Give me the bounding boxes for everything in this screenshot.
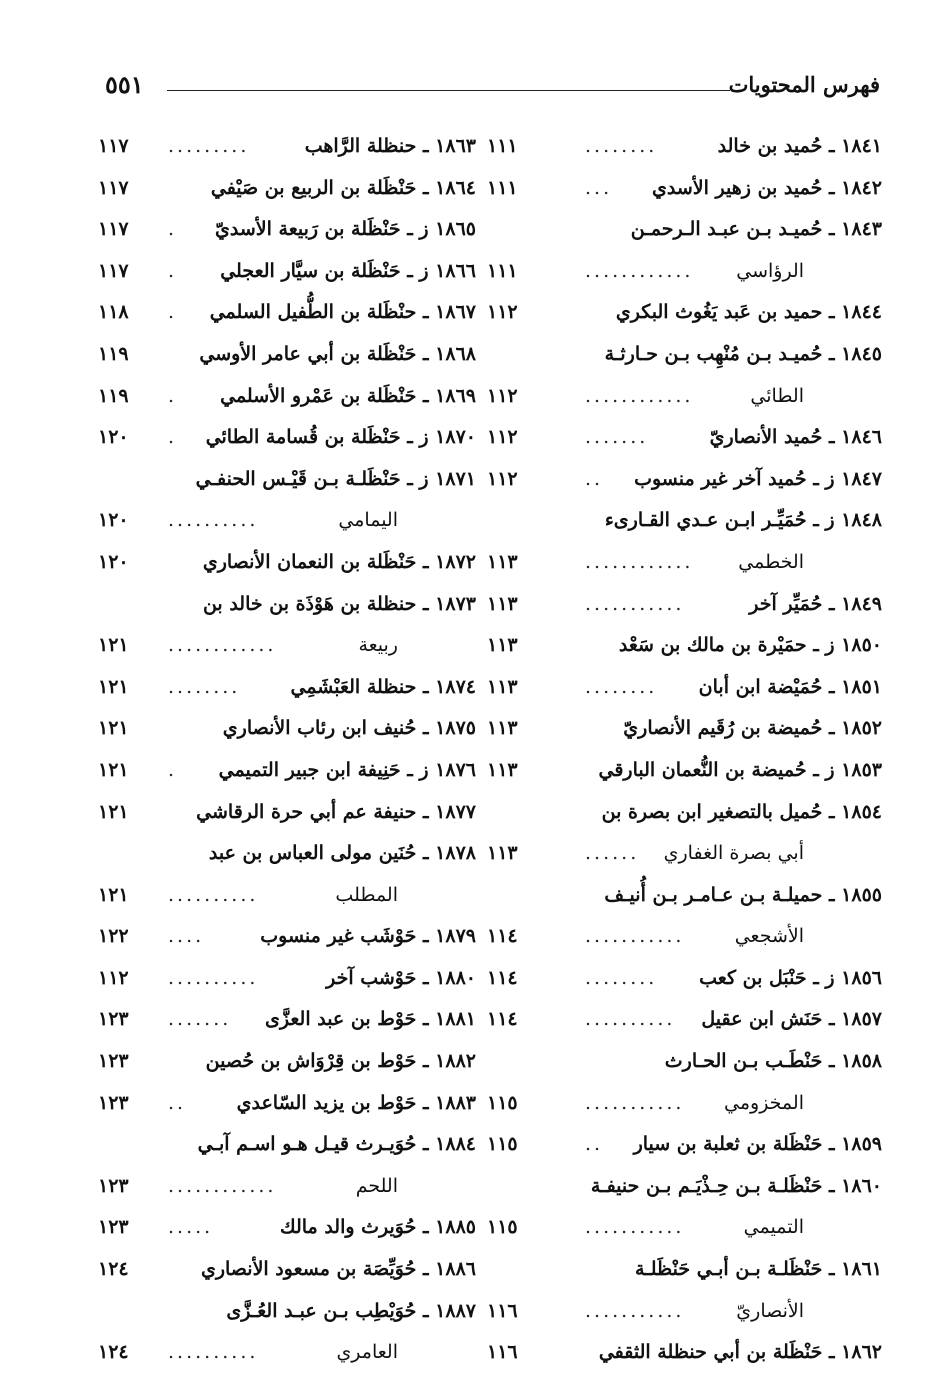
toc-page-number: ١١٣ [487,758,518,781]
toc-entry [487,1332,882,1374]
toc-entry-title: ١٨٥٨ ـ حَنْطَـب بـن الحـارث [664,1050,882,1073]
toc-entry [487,792,882,834]
toc-column-left [98,126,476,1376]
dot-leader: .......... [168,883,259,906]
toc-page-number: ١٢١ [98,800,129,823]
dot-leader: .......... [168,509,259,532]
toc-page-number: ١١٣ [487,717,518,740]
toc-entry-title: ١٨٦٤ ـ حَنْظَلة بن الربيع بن صَيْفي [210,176,476,199]
dot-leader: . [168,218,178,241]
toc-entry [98,1083,476,1125]
dot-leader: . [168,301,178,324]
toc-page-number: ١١١ [487,176,518,199]
toc-column-right [487,126,882,1376]
toc-page-number: ١١٣ [487,550,518,573]
toc-entry-continuation: التميمي [743,1216,804,1239]
toc-entry [487,1291,882,1333]
toc-entry-title: ١٨٧٠ ز ـ حَنْظَلة بن قُسامة الطائي [205,426,476,449]
dot-leader: . [168,758,178,781]
toc-entry [98,1249,476,1291]
toc-entry-title: ١٨٧٩ ـ حَوْشَب غير منسوب [260,925,476,948]
toc-entry [487,625,882,667]
toc-entry [98,168,476,210]
toc-page-number: ١٢٤ [98,1258,129,1281]
toc-entry [487,292,882,334]
toc-entry-continuation: الأنصاريّ [736,1299,804,1322]
dot-leader: ........... [585,1216,685,1239]
toc-page-number: ١١٣ [487,634,518,657]
toc-entry-title: ١٨٥١ ـ حُمَيْضة ابن أبان [698,675,882,698]
toc-entry-title: ١٨٧٢ ـ حَنْظَلة بن النعمان الأنصاري [202,550,476,573]
dot-leader: . [168,384,178,407]
toc-page-number: ١١٨ [98,301,129,324]
toc-entry [487,584,882,626]
toc-page-number: ١٢٠ [98,550,129,573]
dot-leader: ...... [585,842,640,865]
toc-page-number: ١٢٠ [98,426,129,449]
toc-entry [487,251,882,293]
toc-entry [98,958,476,1000]
toc-entry [487,708,882,750]
toc-entry-title: ١٨٨١ ـ حَوْط بن عبد العزَّى [265,1008,476,1031]
toc-entry-title: ١٨٦٥ ز ـ حَنْظَلة بن رَبيعة الأسديّ [215,218,476,241]
toc-entry-title: ١٨٤٦ ـ حُميد الأنصاريّ [709,426,882,449]
toc-entry-title: ١٨٥٦ ز ـ حَنْبَل بن كعب [699,966,882,989]
dot-leader: ........ [585,966,658,989]
toc-entry-title: ١٨٥٠ ز ـ حمَيْرة بن مالك بن سَعْد [618,634,882,657]
toc-page-number: ١١٢ [98,966,129,989]
toc-entry [98,875,476,917]
toc-entry [98,999,476,1041]
dot-leader: .. [168,1091,187,1114]
toc-entry-title: ١٨٦٦ ز ـ حَنْظَلة بن سيَّار العجلي [220,259,476,282]
toc-entry [487,209,882,251]
dot-leader: ............ [168,1174,277,1197]
toc-entry-title: ١٨٥٥ ـ حميلـة بـن عـامـر بـن أُنيـف [604,883,882,906]
toc-page-number: ١٢١ [98,758,129,781]
page-number: ٥٥١ [105,70,144,99]
toc-entry-title: ١٨٧٨ ـ حُنَين مولى العباس بن عبد [208,842,476,865]
toc-entry-continuation: الرؤاسي [736,259,804,282]
toc-entry [487,1207,882,1249]
toc-entry-title: ١٨٤٨ ز ـ حُمَيِّـر ابـن عـدي القـارىء [604,509,882,532]
toc-page-number: ١١٦ [487,1299,518,1322]
toc-entry [98,459,476,501]
toc-entry-title: ١٨٧٣ ـ حنظلة بن هَوْذَة بن خالد بن [202,592,476,615]
toc-entry [98,126,476,168]
dot-leader: ........... [585,1299,685,1322]
toc-page-number: ١١١ [487,135,518,157]
toc-page-number: ١١٣ [487,675,518,698]
toc-entry-title: ١٨٨٣ ـ حَوْط بن يزيد السّاعدي [236,1091,476,1114]
toc-entry [98,916,476,958]
toc-entry-title: ١٨٨٠ ـ حَوْشب آخر [326,966,476,989]
dot-leader: ......... [168,135,250,157]
toc-entry-continuation: المخزومي [724,1091,804,1114]
dot-leader: .. [585,467,604,490]
toc-entry [98,417,476,459]
dot-leader: .......... [168,1341,259,1364]
toc-entry-title: ١٨٦٠ ـ حَنْظَلـة بـن حِـذْيَـم بـن حنيفـة [590,1174,882,1197]
toc-page-number: ١١٢ [487,384,518,407]
toc-entry-title: ١٨٦١ ـ حَنْظَلـة بـن أبـي حَنْظَلـة [635,1258,882,1281]
toc-entry-title: ١٨٨٦ ـ حُوَيِّصَة بن مسعود الأنصاري [200,1258,476,1281]
toc-entry [487,875,882,917]
toc-entry-continuation: اللحم [355,1174,398,1197]
toc-entry [98,1291,476,1333]
toc-entry [98,584,476,626]
toc-entry [98,833,476,875]
toc-entry-title: ١٨٧٥ ـ حُنيف ابن رئاب الأنصاري [222,717,476,740]
toc-entry [487,958,882,1000]
toc-entry-title: ١٨٨٤ ـ حُوَيـرث قيـل هـو اسـم آبـي [197,1133,476,1156]
toc-entry-title: ١٨٨٧ ـ حُوَيْطِب بـن عبـد العُـزَّى [226,1299,476,1322]
toc-page-number: ١١٤ [487,966,518,989]
header-rule [167,90,730,91]
toc-entry [98,376,476,418]
toc-entry-title: ١٨٧٧ ـ حنيفة عم أبي حرة الرقاشي [196,800,476,823]
toc-page-number: ١١٢ [487,426,518,449]
toc-entry-title: ١٨٤٧ ز ـ حُميد آخر غير منسوب [634,467,882,490]
toc-entry-title: ١٨٨٥ ـ حُوَيرث والد مالك [279,1216,476,1239]
toc-page-number: ١٢١ [98,634,129,657]
toc-page-number: ١١٦ [487,1341,518,1364]
toc-page-number: ١٢٣ [98,1174,129,1197]
dot-leader: ..... [168,1216,214,1239]
toc-page-number: ١١١ [487,259,518,282]
dot-leader: ........ [168,675,241,698]
toc-entry [487,1083,882,1125]
toc-page-number: ١١٥ [487,1133,518,1156]
dot-leader: ........... [585,925,685,948]
toc-entry-continuation: العامري [336,1341,398,1364]
toc-page-number: ١٢١ [98,883,129,906]
toc-entry [487,417,882,459]
toc-entry-title: ١٨٧٦ ز ـ حَنِيفة ابن جبير التميمي [218,758,476,781]
dot-leader: .......... [168,966,259,989]
toc-page-number: ١٢٢ [98,925,129,948]
toc-entry [98,1041,476,1083]
toc-entry [98,625,476,667]
toc-page-number: ١١٣ [487,592,518,615]
dot-leader: .......... [585,1008,676,1031]
toc-page-number: ١١٥ [487,1091,518,1114]
toc-page-number: ١٢٣ [98,1091,129,1114]
toc-entry [98,209,476,251]
dot-leader: ............ [585,550,694,573]
toc-entry [98,667,476,709]
dot-leader: ........ [585,675,658,698]
toc-page-number: ١١٣ [487,842,518,865]
toc-entry [98,1166,476,1208]
toc-entry [98,292,476,334]
toc-entry-continuation: الخطمي [738,550,804,573]
toc-page-number: ١٢٣ [98,1050,129,1073]
toc-entry [487,999,882,1041]
toc-entry-title: ١٨٥٩ ـ حَنْظَلة بن ثعلبة بن سيار [633,1133,882,1156]
toc-page-number: ١٢٤ [98,1341,129,1364]
toc-page-number: ١١٤ [487,925,518,948]
dot-leader: .. [585,1133,604,1156]
toc-entry [98,792,476,834]
toc-entry-title: ١٨٤١ ـ حُميد بن خالد [717,135,882,157]
toc-entry [98,708,476,750]
toc-entry-title: ١٨٥٢ ـ حُميضة بن رُقَيم الأنصاريّ [623,717,882,740]
dot-leader: . [168,259,178,282]
toc-entry [487,168,882,210]
toc-entry-title: ١٨٤٣ ـ حُميـد بـن عبـد الـرحمـن [630,218,882,241]
toc-page-number: ١١٢ [487,301,518,324]
toc-page-number: ١١٧ [98,176,129,199]
toc-entry-title: ١٨٤٤ ـ حميد بن عَبد يَغُوث البكري [615,301,882,324]
toc-entry-title: ١٨٦٣ ـ حنظلة الرَّاهب [304,135,476,157]
toc-page-number: ١١٧ [98,259,129,282]
toc-entry [98,542,476,584]
toc-entry [487,376,882,418]
toc-entry-title: ١٨٥٧ ـ حَنَش ابن عقيل [701,1008,882,1031]
toc-page-number: ١١٢ [487,467,518,490]
toc-entry [487,459,882,501]
toc-entry [98,750,476,792]
toc-entry-continuation: أبي بصرة الغفاري [663,842,804,865]
toc-entry [487,1166,882,1208]
toc-entry [487,916,882,958]
toc-entry [487,667,882,709]
dot-leader: ....... [585,426,649,449]
toc-entry [98,1207,476,1249]
toc-entry [487,750,882,792]
toc-page-number: ١٢٠ [98,509,129,532]
toc-page-number: ١٢١ [98,717,129,740]
toc-entry-title: ١٨٦٨ ـ حَنْظَلة بن أبي عامر الأوسي [199,342,476,365]
toc-entry [487,542,882,584]
toc-entry [487,1249,882,1291]
toc-entry-title: ١٨٦٢ ـ حَنْظَلة بن أبي حنظلة الثقفي [598,1341,882,1364]
toc-entry [487,833,882,875]
toc-page-number: ١١٤ [487,1008,518,1031]
toc-entry-continuation: الطائي [750,384,804,407]
toc-page-number: ١١٩ [98,384,129,407]
toc-entry-title: ١٨٦٧ ـ حنْظَلة بن الطُّفيل السلمي [209,301,476,324]
toc-entry-title: ١٨٤٥ ـ حُميـد بـن مُنْهِب بـن حـارثـة [604,342,882,365]
toc-page-number: ١١٩ [98,342,129,365]
toc-entry [98,251,476,293]
toc-entry [487,1124,882,1166]
dot-leader: ........ [585,135,658,157]
toc-entry-title: ١٨٧١ ز ـ حَنْظَلـة بـن قَيْـس الحنفـي [195,467,476,490]
toc-entry-continuation: الأشجعي [734,925,804,948]
toc-entry [98,500,476,542]
dot-leader: ............ [585,384,694,407]
dot-leader: ........... [585,592,685,615]
toc-page-number: ١٢١ [98,675,129,698]
dot-leader: . [168,426,178,449]
toc-entry-title: ١٨٥٣ ز ـ حُميضة بن النُّعمان البارقي [598,758,882,781]
toc-page-number: ١٢٣ [98,1216,129,1239]
toc-page-number: ١١٥ [487,1216,518,1239]
toc-page-number: ١٢٣ [98,1008,129,1031]
toc-entry-title: ١٨٥٤ ـ حُميل بالتصغير ابن بصرة بن [601,800,882,823]
toc-entry-continuation: المطلب [335,883,398,906]
toc-entry-title: ١٨٤٢ ـ حُميد بن زهير الأسدي [652,176,882,199]
dot-leader: ....... [168,1008,232,1031]
toc-entry-continuation: اليمامي [338,509,398,532]
toc-entry [487,1041,882,1083]
dot-leader: ............ [168,634,277,657]
toc-entry-title: ١٨٤٩ ـ حُمَيِّر آخر [749,592,882,615]
toc-entry-title: ١٨٨٢ ـ حَوْط بن قِرْوَاش بن حُصين [205,1050,476,1073]
toc-entry-continuation: ربيعة [358,634,398,657]
toc-entry [98,334,476,376]
dot-leader: ... [585,176,613,199]
page-header [95,70,880,104]
toc-page-number: ١١٧ [98,218,129,241]
page-title: فهرس المحتويات [728,72,880,97]
toc-entry-title: ١٨٦٩ ـ حَنْظَلة بن عَمْرو الأسلمي [220,384,476,407]
toc-entry [98,1332,476,1374]
toc-entry [98,1124,476,1166]
dot-leader: ............ [585,259,694,282]
toc-entry [487,500,882,542]
toc-page-number: ١١٧ [98,135,129,157]
toc-entry-title: ١٨٧٤ ـ حنظلة العَبْشَمِي [290,675,476,698]
toc-entry [487,126,882,168]
toc-entry [487,334,882,376]
dot-leader: .... [168,925,205,948]
dot-leader: ........... [585,1091,685,1114]
